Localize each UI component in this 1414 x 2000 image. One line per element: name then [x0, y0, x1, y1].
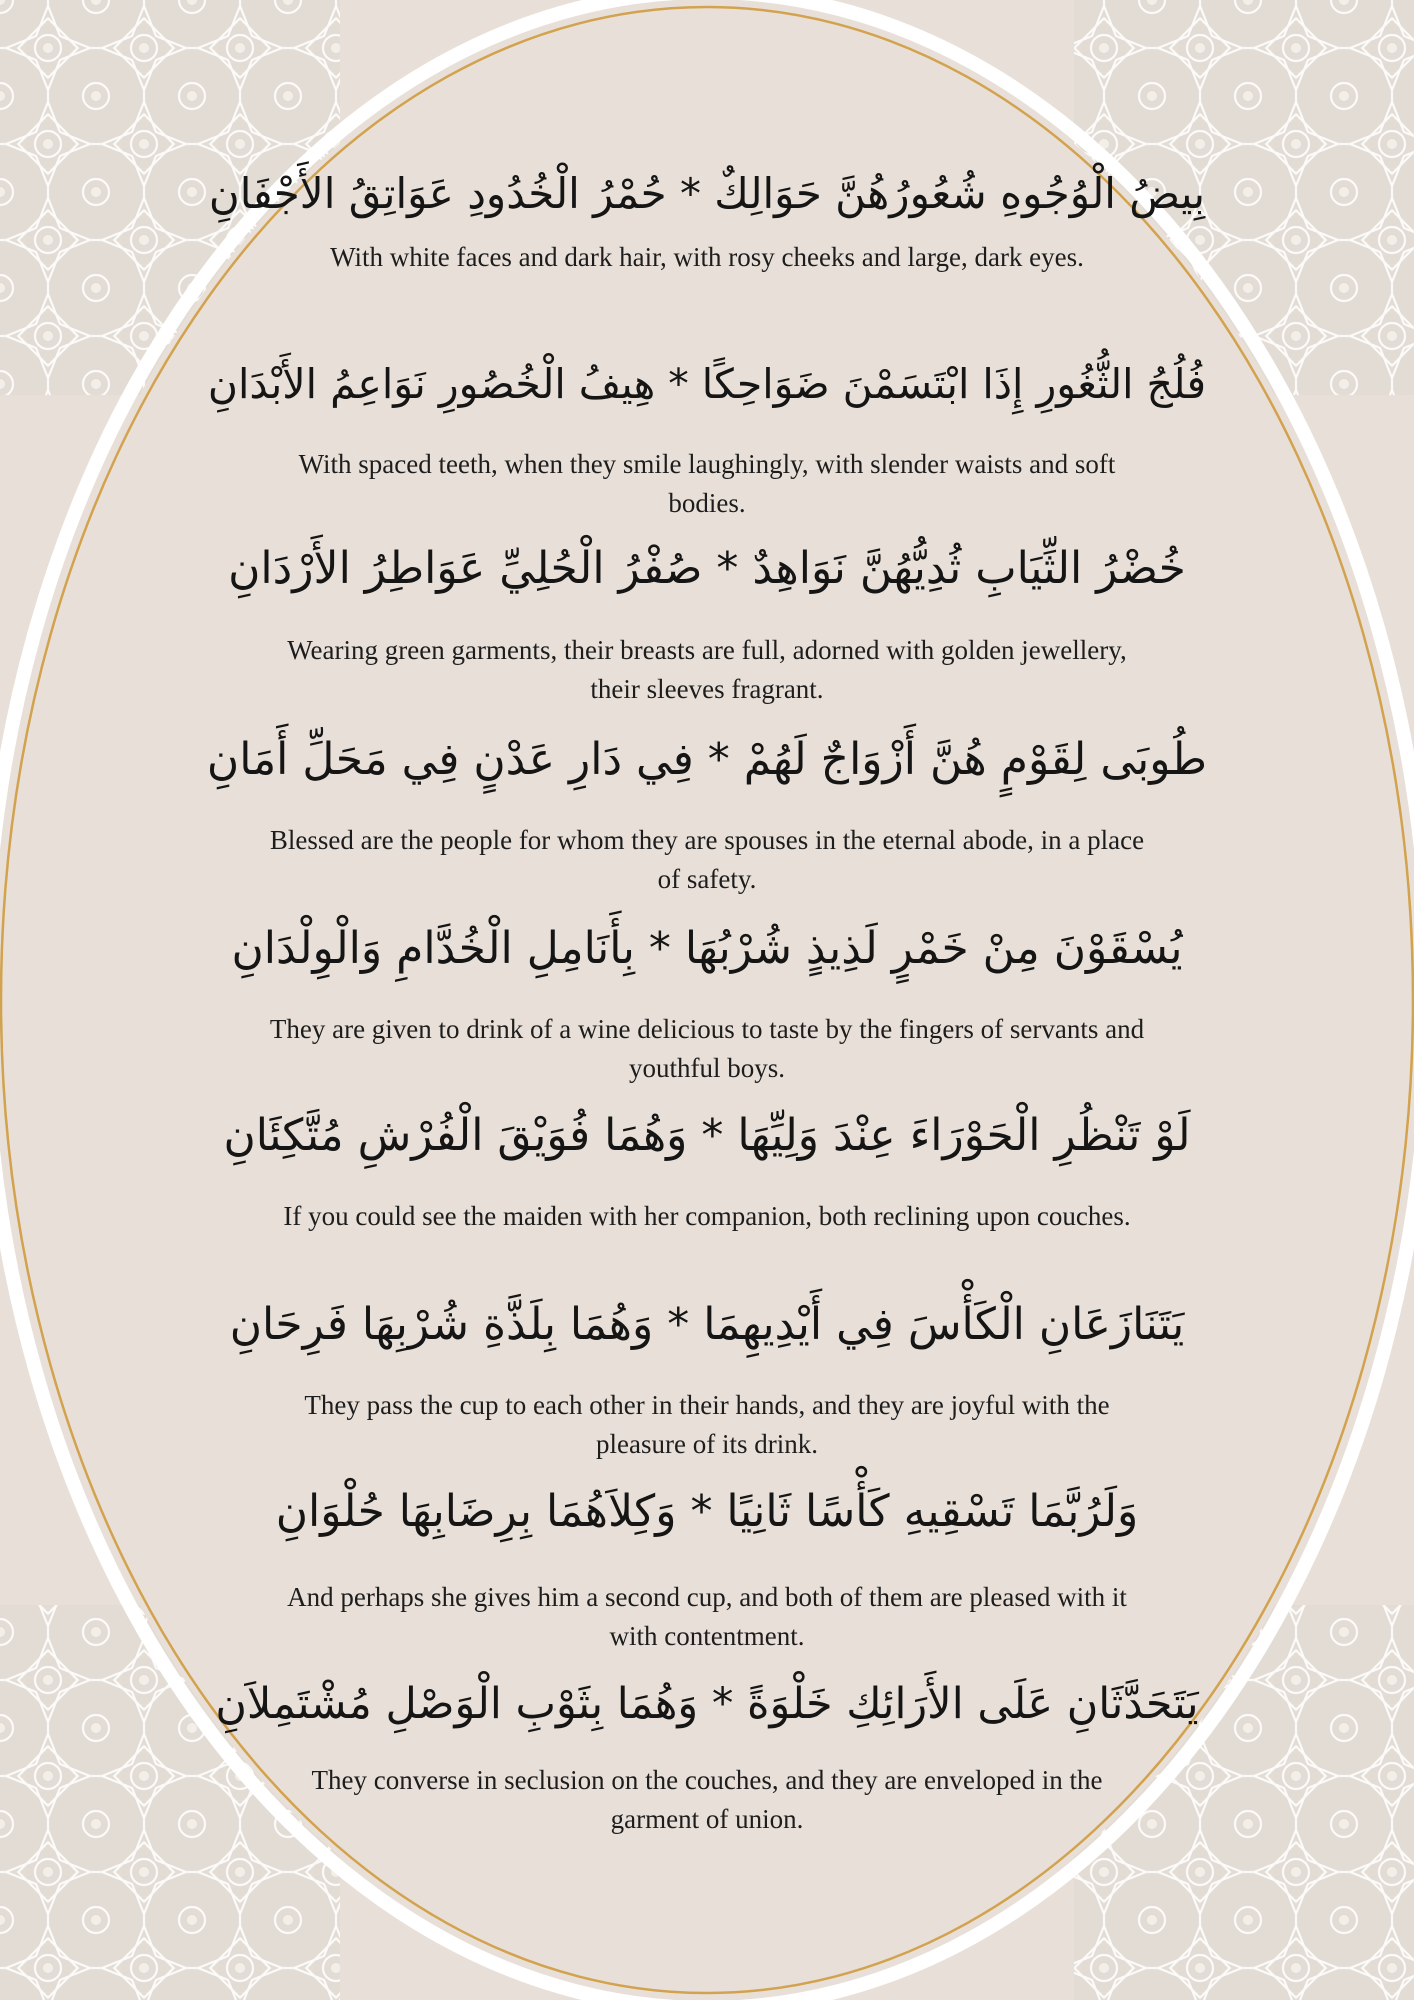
verse-2 [207, 352, 1207, 523]
verse-9 [207, 1672, 1207, 1839]
arabic-line: طُوبَى لِقَوْمٍ هُنَّ أَزْوَاجٌ لَهُمْ * فِي دَارِ عَدْنٍ فِي مَحَلِّ أَمَانِ [206, 734, 1207, 785]
verse-8 [207, 1480, 1207, 1656]
english-translation: If you could see the maiden with her companion, both reclining upon couches. [283, 1201, 1131, 1231]
english-translation: They converse in seclusion on the couches, and they are enveloped in the garment of union. [311, 1765, 1103, 1834]
arabic-line: وَلَرُبَّمَا تَسْقِيهِ كَأْسًا ثَانِيًا * وَكِلاَهُمَا بِرِضَابِهَا حُلْوَانِ [275, 1486, 1139, 1537]
english-translation: They are given to drink of a wine delicious to taste by the fingers of servants and youthful boys. [269, 1014, 1145, 1083]
verse-6 [207, 1104, 1207, 1236]
english-translation: Wearing green garments, their breasts are full, adorned with golden jewellery, their sleeves fragrant. [287, 635, 1127, 704]
verse-3 [207, 537, 1207, 709]
english-translation: Blessed are the people for whom they are spouses in the eternal abode, in a place of safety. [269, 825, 1145, 894]
arabic-line: بِيضُ الْوُجُوهِ شُعُورُهُنَّ حَوَالِكٌ * حُمْرُ الْخُدُودِ عَوَاتِقُ الأَجْفَانِ [208, 169, 1206, 218]
arabic-line: يَتَنَازَعَانِ الْكَأْسَ فِي أَيْدِيهِمَا * وَهُمَا بِلَذَّةِ شُرْبِهَا فَرِحَانِ [229, 1299, 1185, 1350]
verse-4 [207, 728, 1207, 899]
arabic-line: خُضْرُ الثِّيَابِ ثُدِيُّهُنَّ نَوَاهِدٌ * صُفْرُ الْحُلِيِّ عَوَاطِرُ الأَرْدَانِ [228, 543, 1186, 594]
english-translation: And perhaps she gives him a second cup, and both of them are pleased with it with contentment. [287, 1582, 1127, 1651]
arabic-line: فُلُجُ الثُّغُورِ إِذَا ابْتَسَمْنَ ضَوَاحِكًا * هِيفُ الْخُصُورِ نَوَاعِمُ الأَبْدَانِ [207, 360, 1207, 408]
arabic-line: يَتَحَدَّثَانِ عَلَى الأَرَائِكِ خَلْوَةً * وَهُمَا بِثَوْبِ الْوَصْلِ مُشْتَمِلاَنِ [215, 1679, 1199, 1729]
verse-1 [207, 162, 1207, 277]
english-translation: With spaced teeth, when they smile laughingly, with slender waists and soft bodies. [298, 449, 1116, 518]
english-translation: They pass the cup to each other in their hands, and they are joyful with the pleasure of its drink. [304, 1390, 1110, 1459]
verse-5 [207, 917, 1207, 1088]
verse-7 [207, 1293, 1207, 1464]
arabic-line: يُسْقَوْنَ مِنْ خَمْرٍ لَذِيذٍ شُرْبُهَا * بِأَنَامِلِ الْخُدَّامِ وَالْوِلْدَانِ [231, 923, 1183, 974]
english-translation: With white faces and dark hair, with rosy cheeks and large, dark eyes. [330, 242, 1084, 272]
arabic-line: لَوْ تَنْظُرِ الْحَوْرَاءَ عِنْدَ وَلِيِّهَا * وَهُمَا فُوَيْقَ الْفُرْشِ مُتَّكِئَانِ [223, 1110, 1191, 1161]
